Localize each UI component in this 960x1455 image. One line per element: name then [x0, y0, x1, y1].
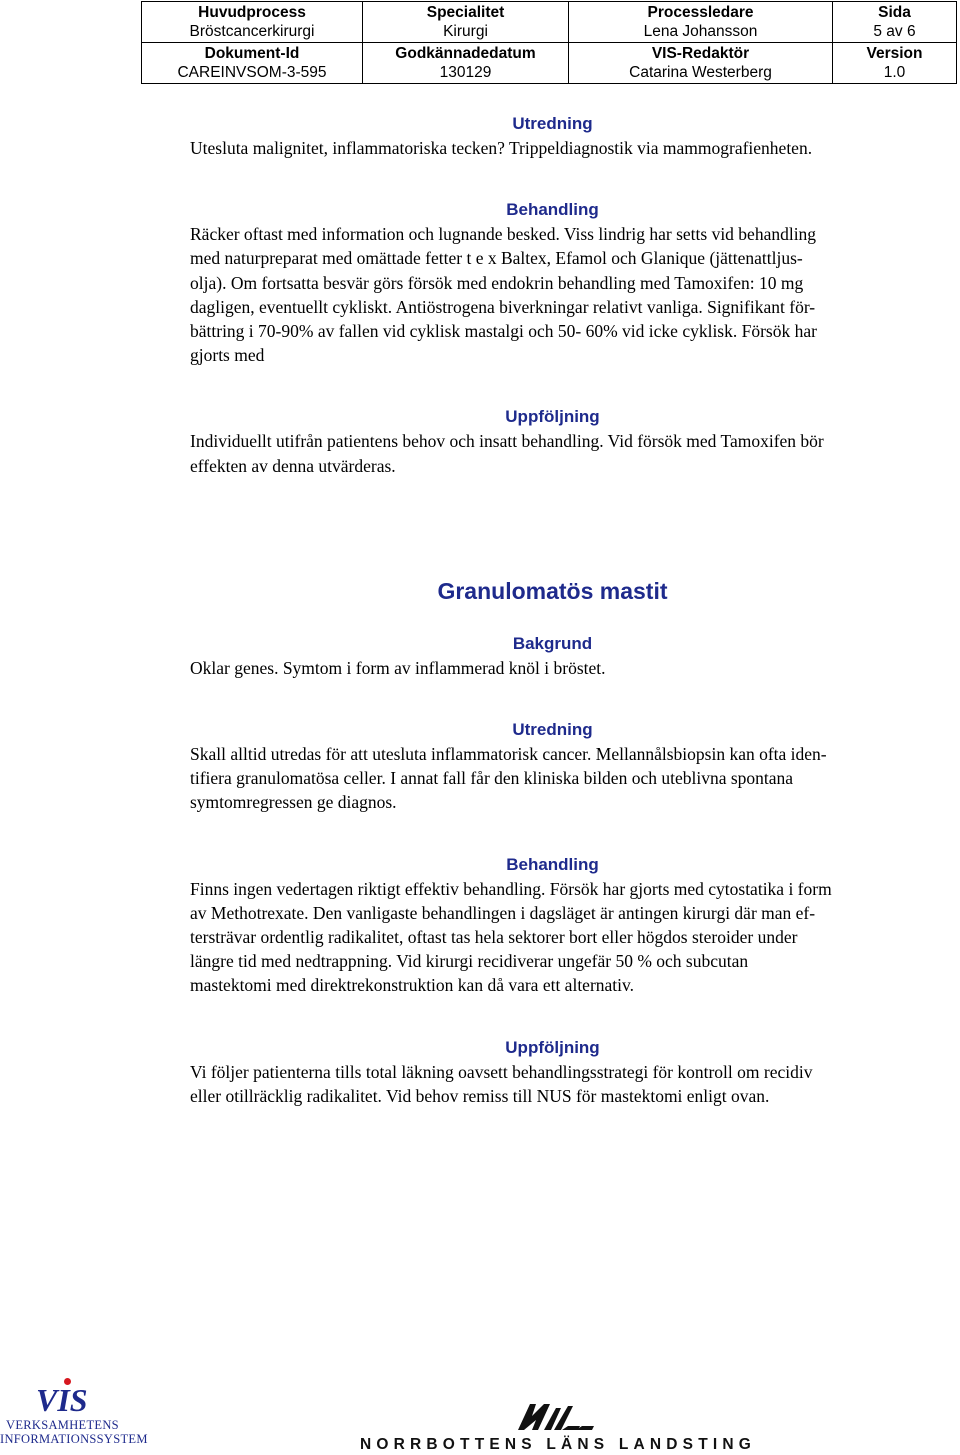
paragraph-line: mastektomi med direktrekonstruktion kan då vara ett alternativ. [190, 975, 635, 996]
vis-logo-line-1: VERKSAMHETENS [6, 1418, 119, 1432]
header-value-specialitet: Kirurgi [443, 23, 488, 40]
paragraph-line: bättring i 70-90% av fallen vid cyklisk mastalgi och 50- 60% vid icke cyklisk. Försök har [190, 321, 817, 342]
header-value-huvudprocess: Bröstcancerkirurgi [189, 23, 315, 40]
paragraph-line: Räcker oftast med information och lugnande besked. Viss lindrig har setts vid behandling [190, 224, 817, 245]
header-cell-version [833, 43, 957, 84]
header-value-godkannandedatum: 130129 [439, 64, 492, 81]
header-label-specialitet: Specialitet [426, 4, 505, 21]
paragraph-line: tersträvar ordentlig radikalitet, oftast tas hela sektorer bort eller högdos steroider under [190, 927, 798, 948]
header-value-dokument-id: CAREINVSOM-3-595 [177, 64, 327, 81]
section-heading-behandling-2: Behandling [506, 854, 599, 874]
paragraph-line: Skall alltid utredas för att utesluta inflammatorisk cancer. Mellannålsbiopsin kan ofta iden- [190, 744, 827, 765]
section-heading-utredning-2: Utredning [512, 720, 593, 740]
header-value-processledare: Lena Johansson [643, 23, 758, 40]
behandling-paragraph-2 [190, 877, 915, 998]
utredning-paragraph: Utesluta malignitet, inflammatoriska tecken? Trippeldiagnostik via mammografienheten. [190, 138, 813, 158]
utredning-paragraph-2 [190, 742, 915, 815]
nll-emblem-icon [516, 1400, 598, 1432]
uppfoljning-paragraph [190, 429, 915, 477]
paragraph-line: symtomregressen ge diagnos. [190, 792, 397, 813]
paragraph-line: Vi följer patienterna tills total läkning oavsett behandlingsstrategi för kontroll om recidiv [190, 1061, 813, 1082]
header-value-sida: 5 av 6 [873, 23, 916, 40]
header-cell-godkannandedatum [363, 43, 569, 84]
header-cell-specialitet [363, 2, 569, 43]
vis-logo [0, 1378, 148, 1448]
uppfoljning-paragraph-2 [190, 1060, 915, 1108]
header-label-sida: Sida [878, 4, 911, 21]
section-heading-behandling: Behandling [506, 200, 599, 220]
section-heading-uppfoljning-2: Uppföljning [505, 1037, 600, 1057]
paragraph-line: av Methotrexate. Den vanligaste behandlingen i dagsläget är antingen kirurgi där man ef- [190, 902, 816, 923]
nll-logo [348, 1400, 768, 1455]
section-heading-bakgrund: Bakgrund [512, 633, 593, 653]
header-cell-dokument-id [142, 43, 363, 84]
vis-logo-mark: VIS [36, 1382, 88, 1418]
paragraph-line: längre tid med nedtrappning. Vid kirurgi recidiverar ungefär 50 % och subcutan [190, 951, 749, 972]
section-heading-utredning: Utredning [512, 114, 593, 133]
document-body [190, 112, 915, 1108]
nll-logo-text: NORRBOTTENS LÄNS LANDSTING [359, 1436, 757, 1453]
paragraph-line: effekten av denna utvärderas. [190, 455, 396, 476]
header-cell-sida [833, 2, 957, 43]
header-label-dokument-id: Dokument-Id [204, 45, 300, 62]
header-cell-vis-redaktor [569, 43, 833, 84]
header-value-vis-redaktor: Catarina Westerberg [629, 64, 772, 81]
paragraph-line: gjorts med [190, 345, 265, 366]
header-label-huvudprocess: Huvudprocess [198, 4, 306, 21]
paragraph-line: Finns ingen vedertagen riktigt effektiv behandling. Försök har gjorts med cytostatika i form [190, 878, 832, 899]
paragraph-line: eller otillräcklig radikalitet. Vid behov remiss till NUS för mastektomi enligt ovan. [190, 1085, 770, 1106]
header-value-version: 1.0 [883, 64, 906, 81]
paragraph-line: Individuellt utifrån patientens behov och insatt behandling. Vid försök med Tamoxifen bör [190, 431, 824, 452]
header-label-vis-redaktor: VIS-Redaktör [651, 45, 750, 62]
paragraph-line: olja). Om fortsatta besvär görs försök med endokrin behandling med Tamoxifen: 10 mg [190, 272, 804, 293]
bakgrund-paragraph: Oklar genes. Symtom i form av inflammerad knöl i bröstet. [190, 657, 606, 678]
header-label-godkannandedatum: Godkännadedatum [395, 45, 536, 62]
header-label-version: Version [866, 45, 923, 62]
header-cell-huvudprocess [142, 2, 363, 43]
document-header-table [141, 1, 957, 84]
section-heading-uppfoljning: Uppföljning [505, 407, 600, 427]
section-title-granulomatos-mastit: Granulomatös mastit [437, 577, 668, 604]
paragraph-line: med naturpreparat med omättade fetter t e x Baltex, Efamol och Glanique (jättenattljus- [190, 248, 803, 269]
behandling-paragraph [190, 222, 915, 367]
header-label-processledare: Processledare [647, 4, 754, 21]
header-cell-processledare [569, 2, 833, 43]
paragraph-line: dagligen, eventuellt cykliskt. Antiöstrogena biverkningar relativt vanliga. Signifikant för- [190, 296, 816, 317]
vis-logo-line-2: INFORMATIONSSYSTEM [0, 1432, 148, 1446]
paragraph-line: tifiera granulomatösa celler. I annat fall får den kliniska bilden och uteblivna spontana [190, 768, 794, 789]
